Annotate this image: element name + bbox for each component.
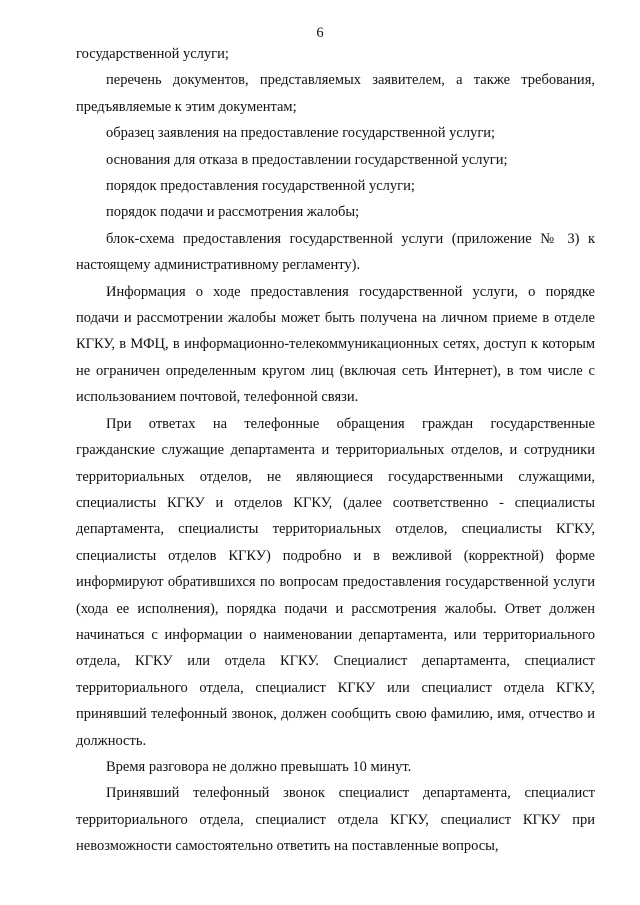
paragraph-complaint-procedure: порядок подачи и рассмотрения жалобы;	[106, 204, 360, 221]
paragraph-continuation: государственной услуги;	[76, 46, 229, 62]
paragraph-flowchart: блок-схема предоставления государственной услуги (приложение № 3) к настоящему административному регламенту).	[76, 230, 595, 274]
paragraph-application-sample: образец заявления на предоставление государственной услуги;	[106, 125, 496, 142]
paragraph-phone-answers: При ответах на телефонные обращения граждан государственные гражданские служащие департамента и территориальных отделов, и сотрудники территориальных отделов, не являющиеся государственными служащими, специалисты КГКУ и отделов КГКУ, (далее соответственно - специалисты департамента, специалисты территориальных отделов, специалисты КГКУ, специалисты отделов КГКУ) подробно и в вежливой (корректной) форме информируют обратившихся по вопросам предоставления государственной услуги (хода ее исполнения), порядка подачи и рассмотрения жалобы. Ответ должен начинаться с информации о наименовании департамента, или территориального отдела, КГКУ или отдела КГКУ. Специалист департамента, специалист территориального отдела, специалист КГКУ или специалист отдела КГКУ, принявший телефонный звонок, должен сообщить свою фамилию, имя, отчество и должность.	[76, 415, 595, 749]
paragraph-documents-list: перечень документов, представляемых заявителем, а также требования, предъявляемые к этим документам;	[76, 72, 595, 115]
document-body	[76, 41, 595, 860]
paragraph-progress-information: Информация о ходе предоставления государственной услуги, о порядке подачи и рассмотрении жалобы может быть получена на личном приеме в отделе КГКУ, в МФЦ, в информационно-телекоммуникационных сетях, доступ к которым не ограничен определенным кругом лиц (включая сеть Интернет), в том числе с использованием почтовой, телефонной связи.	[76, 283, 595, 406]
paragraph-call-duration: Время разговора не должно превышать 10 минут.	[106, 758, 412, 775]
paragraph-refusal-grounds: основания для отказа в предоставлении государственной услуги;	[106, 151, 508, 168]
paragraph-service-procedure: порядок предоставления государственной услуги;	[106, 178, 415, 195]
paragraph-call-transfer: Принявший телефонный звонок специалист департамента, специалист территориального отдела, специалист отдела КГКУ, специалист КГКУ при невозможности самостоятельно ответить на поставленные вопросы,	[76, 785, 595, 855]
page-number: 6	[316, 25, 324, 41]
